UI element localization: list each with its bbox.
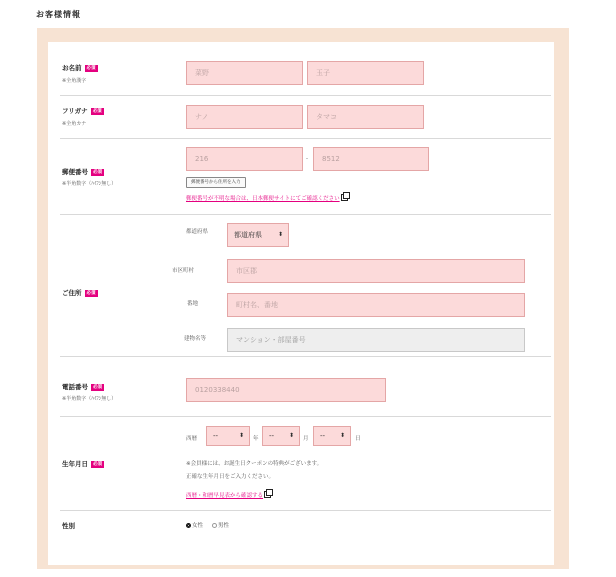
radio-unselected-icon [212,523,217,528]
street-input[interactable]: 町村名、番地 [227,293,525,317]
new-window-icon [264,491,271,498]
postal-lookup-button[interactable]: 郵便番号から住所を入力 [186,177,246,188]
city-input[interactable]: 市区郡 [227,259,525,283]
birth-year-select[interactable] [206,426,250,446]
gender-female-radio[interactable] [186,521,203,529]
postal-help-link[interactable] [186,194,348,202]
female-label: 女性 [192,523,204,529]
required-badge: 必須 [92,109,102,114]
select-arrow-icon: ⬍ [339,432,345,439]
postal-help-text: 郵便番号が不明な場合は、日本郵便サイトにてご確認ください [186,196,340,202]
street-label: 番地 [187,301,199,307]
name-label: お名前 [62,64,82,72]
birthday-note-1: ※会員様には、お誕生日クーポンの特典がございます。 [186,461,323,467]
row-address [60,215,551,357]
row-phone [60,357,551,417]
new-window-icon [341,194,348,201]
kana-label: フリガナ [62,107,88,115]
birth-day-select[interactable] [313,426,351,446]
postal-label: 郵便番号 [62,168,88,176]
required-badge: 必須 [93,385,102,390]
row-name [60,52,551,96]
first-kana-input[interactable]: タマコ [307,105,424,129]
postal-first-input[interactable]: 216 [186,147,303,171]
row-birthday [60,417,551,511]
required-badge: 必須 [93,462,102,467]
row-kana [60,96,551,139]
row-gender [60,511,551,539]
select-arrow-icon: ⬍ [288,432,294,439]
page-title: お客様情報 [36,10,81,19]
select-arrow-icon: ⬍ [238,432,244,439]
postal-note: ※半角数字（ﾊｲﾌﾝ無し） [62,181,117,187]
first-name-input[interactable]: 玉子 [307,61,424,85]
day-value: -- [320,432,326,440]
postal-second-input[interactable]: 8512 [313,147,429,171]
prefecture-value: 都道府県 [234,231,262,239]
radio-selected-icon [186,523,191,528]
month-unit: 月 [303,436,309,442]
month-value: -- [269,432,275,440]
birthday-note-2: 正確な生年月日をご入力ください。 [186,474,275,480]
era-chart-text: 西暦・和暦早見表から確認する [186,493,264,499]
required-badge: 必須 [86,291,96,296]
day-unit: 日 [355,436,361,442]
name-note: ※全角漢字 [62,78,87,84]
year-unit: 年 [253,436,259,442]
birthday-label: 生年月日 [62,460,88,468]
building-input[interactable]: マンション・部屋番号 [227,328,525,352]
select-arrow-icon: ⬍ [277,231,283,238]
prefecture-label: 都道府県 [186,229,209,235]
era-label: 西暦 [186,436,198,442]
gender-male-radio[interactable] [212,521,229,529]
gender-label: 性別 [62,522,75,530]
male-label: 男性 [218,523,230,529]
kana-note: ※全角カナ [62,121,87,127]
last-name-input[interactable]: 菜野 [186,61,303,85]
birth-month-select[interactable] [262,426,300,446]
postal-separator: - [306,156,308,162]
era-chart-link[interactable] [186,491,271,499]
phone-input[interactable]: 0120338440 [186,378,386,402]
address-label: ご住所 [62,289,82,297]
year-value: -- [213,432,219,440]
phone-label: 電話番号 [62,383,88,391]
city-label: 市区町村 [172,268,195,274]
required-badge: 必須 [93,170,102,175]
building-label: 建物名等 [184,336,207,342]
last-kana-input[interactable]: ナノ [186,105,303,129]
required-badge: 必須 [86,66,96,71]
prefecture-select[interactable] [227,223,289,247]
row-postal [60,139,551,215]
phone-note: ※半角数字（ﾊｲﾌﾝ無し） [62,396,117,402]
